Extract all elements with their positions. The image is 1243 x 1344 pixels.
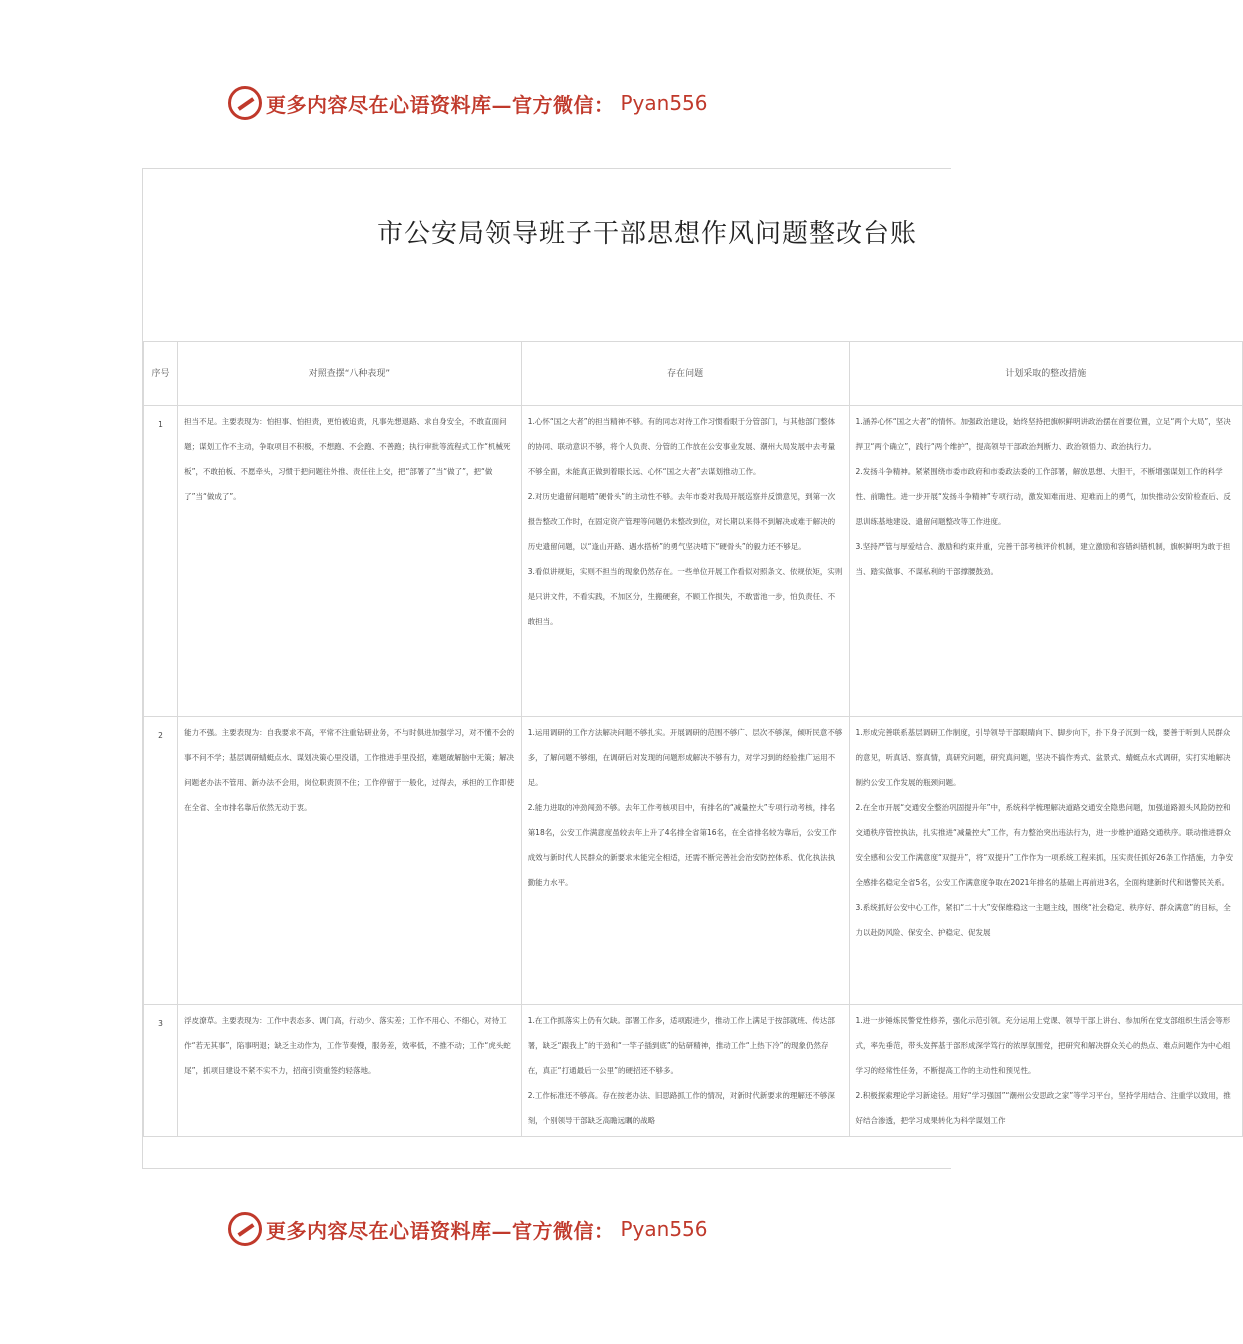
table-row	[144, 406, 1243, 717]
row-item: 担当不足。主要表现为：怕担事、怕担责，更怕被追责，凡事先想退路、求自身安全，不敢直面问题；谋划工作不主动，争取项目不积极，不想跑、不会跑、不善跑；执行审批等流程式工作“机械死板”，不敢拍板、不愿牵头，习惯于把问题往外推、责任往上交，把“部署了”当“做了”，把“做了”当“做成了”。	[178, 406, 522, 717]
banner-wechat-id: Pyan556	[620, 91, 708, 115]
problem-paragraph: 3.看似讲规矩，实则不担当的现象仍然存在。一些单位开展工作看似对照条文、依规依矩，实则是只讲文件，不看实践，不加区分，生搬硬套，不顾工作损失，不敢雷池一步，怕负责任、不敢担当。	[527, 567, 843, 626]
table-row	[144, 1005, 1243, 1137]
row-problem	[521, 717, 849, 1005]
problem-paragraph: 1.在工作抓落实上仍有欠缺。部署工作多，适项跟进少，推动工作上满足于按部就班、传达部署，缺乏“跟我上”的干劲和“一竿子插到底”的钻研精神，推动工作“上热下冷”的现象仍然存在，真正“打通最后一公里”的硬招还不够多。	[527, 1016, 835, 1075]
rectification-table	[143, 341, 1243, 1137]
measure-paragraph: 1.涵养心怀“国之大者”的情怀。加强政治建设，始终坚持把旗帜鲜明讲政治摆在首要位置，立足“两个大局”，坚决捍卫“两个确立”，践行“两个维护”，提高领导干部政治判断力、政治领悟力、政治执行力。	[855, 417, 1231, 451]
row-seq: 2	[144, 717, 178, 1005]
table-header-row	[144, 342, 1243, 406]
bottom-banner	[228, 1209, 708, 1249]
measure-paragraph: 3.系统抓好公安中心工作，紧扣“二十大”安保维稳这一主题主线，围绕“社会稳定、秩序好、群众满意”的目标，全力以赴防风险、保安全、护稳定、促发展	[855, 903, 1231, 937]
problem-paragraph: 2.对历史遗留问题啃“硬骨头”的主动性不够。去年市委对我局开展巡察并反馈意见，到第一次报告整改工作时，在固定资产管理等问题仍未整改到位，对长期以来得不到解决或难于解决的历史遗留问题，以“逢山开路、遇水搭桥”的勇气坚决啃下“硬骨头”的毅力还不够足。	[527, 492, 836, 551]
row-measures	[849, 406, 1242, 717]
banner-text: 更多内容尽在心语资料库—官方微信：	[266, 1218, 615, 1243]
measure-paragraph: 2.发扬斗争精神。紧紧围绕市委市政府和市委政法委的工作部署，解放思想、大胆干，不断增强谋划工作的科学性、前瞻性。进一步开展“发扬斗争精神”专项行动，激发知难而进、迎难而上的勇气，加快推动公安阶检查后、反思训练基地建设、遗留问题整改等工作进度。	[855, 467, 1231, 526]
measure-paragraph: 2.在全市开展“交通安全整治巩固提升年”中，系统科学梳理解决道路交通安全隐患问题，加强道路源头风险防控和交通秩序管控执法，扎实推进“减量控大”工作，有力整治突出违法行为，进一步维护道路交通秩序。联动推进群众安全感和公安工作满意度“双提升”，将“双提升”工作作为一项系统工程来抓，压实责任抓好26条工作措施，力争安全感排名稳定全省5名，公安工作满意度争取在2021年排名的基础上再前进3名，全面构建新时代和谐警民关系。	[855, 803, 1234, 887]
brand-logo-icon	[228, 1212, 262, 1246]
row-measures	[849, 717, 1242, 1005]
table-row	[144, 717, 1243, 1005]
measure-paragraph: 1.形成完善联系基层调研工作制度，引导领导干部眼睛向下、脚步向下，扑下身子沉到一线，要善于听到人民群众的意见，听真话、察真情，真研究问题，研究真问题，坚决不搞作秀式、盆景式、蜻蜓点水式调研，实打实地解决制约公安工作发展的瓶颈问题。	[855, 728, 1231, 787]
row-measures	[849, 1005, 1242, 1137]
header-item: 对照查摆“八种表现”	[178, 342, 522, 406]
header-seq: 序号	[144, 342, 178, 406]
document-page	[142, 168, 1234, 1169]
header-measures: 计划采取的整改措施	[849, 342, 1242, 406]
row-problem	[521, 406, 849, 717]
banner-text: 更多内容尽在心语资料库—官方微信：	[266, 92, 615, 117]
row-problem	[521, 1005, 849, 1137]
problem-paragraph: 1.运用调研的工作方法解决问题不够扎实。开展调研的范围不够广、层次不够深，倾听民意不够多，了解问题不够细，在调研后对发现的问题形成解决不够有力，对学习到的经验推广运用不足。	[527, 728, 843, 787]
top-banner	[228, 83, 708, 123]
header-problem: 存在问题	[521, 342, 849, 406]
measure-paragraph: 2.积极探索理论学习新途径。用好“学习强国”“潮州公安思政之家”等学习平台，坚持学用结合、注重学以致用，推好结合渗透，把学习成果转化为科学谋划工作	[855, 1091, 1231, 1125]
document-title: 市公安局领导班子干部思想作风问题整改台账	[377, 219, 918, 249]
problem-paragraph: 1.心怀“国之大者”的担当精神不够。有的同志对待工作习惯看眼于分管部门，与其他部门整体的协同、联动意识不够，将个人负责、分管的工作放在公安事业发展、潮州大局发展中去考量不够全面，未能真正做到着眼长远、心怀“国之大者”去谋划推动工作。	[527, 417, 836, 476]
row-seq: 3	[144, 1005, 178, 1137]
banner-wechat-id: Pyan556	[620, 1217, 708, 1241]
problem-paragraph: 2.能力进取的冲劲闯劲不够。去年工作考核项目中，有排名的“减量控大”专项行动考核，排名第18名，公安工作满意度虽较去年上升了4名排全省第16名，在全省排名较为靠后，公安工作成效与新时代人民群众的新要求未能完全相适，还需不断完善社会治安防控体系、优化执法执勤能力水平。	[527, 803, 837, 887]
measure-paragraph: 3.坚持严管与厚爱结合、激励和约束并重，完善干部考核评价机制，建立激励和容错纠错机制，旗帜鲜明为敢于担当、踏实做事、不谋私利的干部撑腰鼓劲。	[855, 542, 1231, 576]
row-item: 浮皮潦草。主要表现为：工作中表态多、调门高，行动少、落实差；工作不用心、不细心，对待工作“若无其事”，陷事明退；缺乏主动作为，工作节奏慢，服务差，效率低，不推不动；工作“虎头蛇尾”，抓项目建设不紧不实不力，招商引资重签约轻落地。	[178, 1005, 522, 1137]
measure-paragraph: 1.进一步锤炼民警党性修养，强化示范引领。充分运用上党课、领导干部上讲台、参加所在党支部组织生活会等形式，率先垂范，带头发挥基于部形成深学笃行的浓厚氛围党，把研究和解决群众关心的热点、难点问题作为中心组学习的经常性任务，不断提高工作的主动性和预见性。	[855, 1016, 1231, 1075]
row-item: 能力不强。主要表现为：自我要求不高，平常不注重钻研业务，不与时俱进加强学习，对不懂不会的事不问不学；基层调研蜻蜓点水、谋划决策心里没谱，工作推进手里没招，难题破解脑中无策；解决问题老办法不管用、新办法不会用，岗位职责顶不住；工作停留于一般化，过得去，承担的工作即使在全省、全市排名靠后依然无动于衷。	[178, 717, 522, 1005]
brand-logo-icon	[228, 86, 262, 120]
row-seq: 1	[144, 406, 178, 717]
problem-paragraph: 2.工作标准还不够高。存在按老办法、旧思路抓工作的情况，对新时代新要求的理解还不够深刻，个别领导干部缺乏高瞻远瞩的战略	[527, 1091, 835, 1125]
